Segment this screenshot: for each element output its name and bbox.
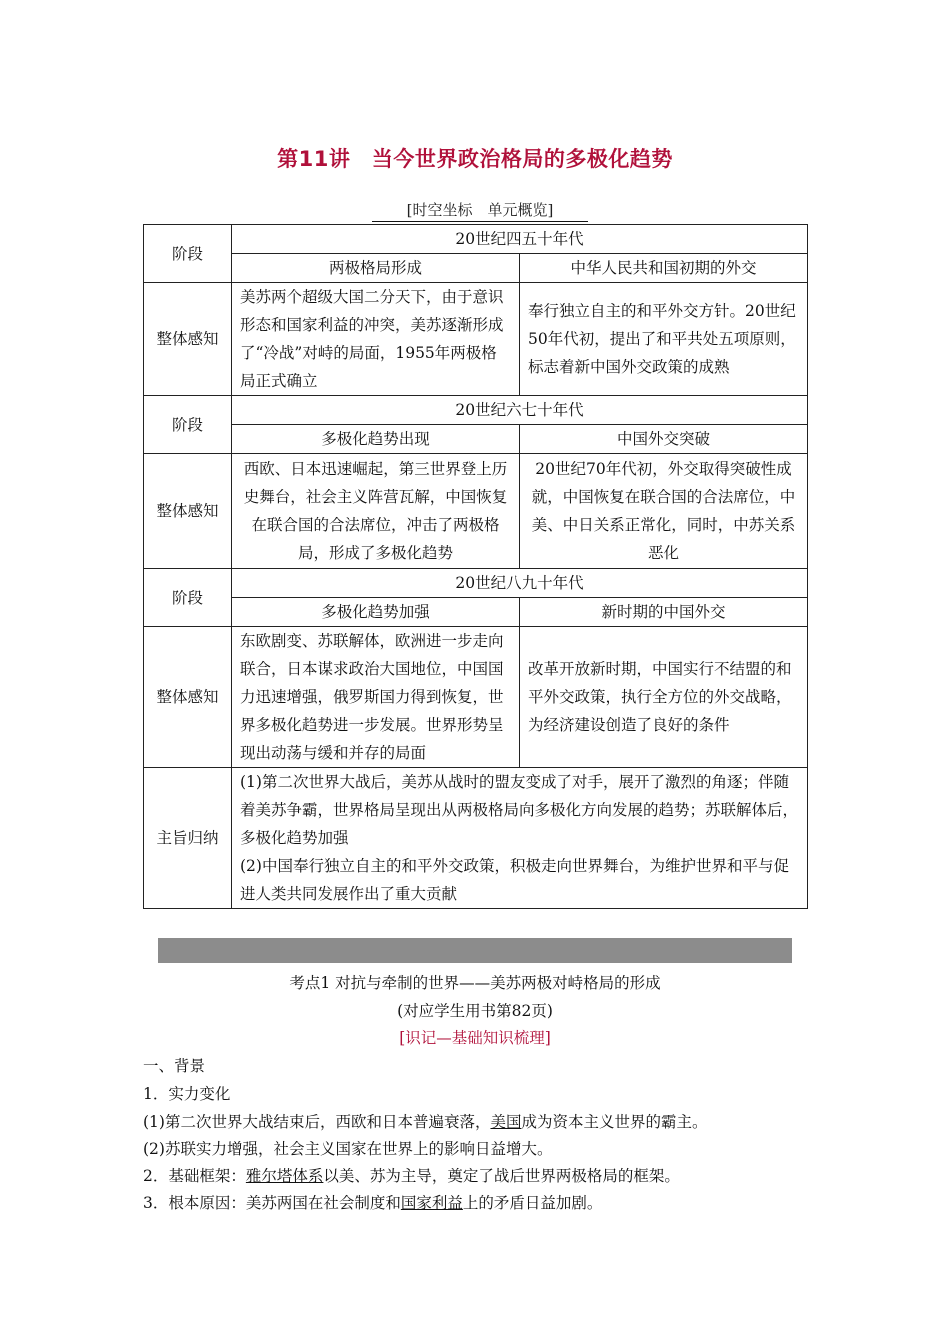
content-cell: 西欧、日本迅速崛起，第三世界登上历史舞台，社会主义阵营瓦解，中国恢复在联合国的合法席位，冲击了两极格局，形成了多极化趋势 xyxy=(232,454,520,569)
column-head: 新时期的中国外交 xyxy=(520,598,808,627)
stage-label: 阶段 xyxy=(144,396,232,454)
overall-label: 整体感知 xyxy=(144,454,232,569)
column-head: 多极化趋势出现 xyxy=(232,425,520,454)
kaodian-tag: [识记—基础知识梳理] xyxy=(399,1029,551,1047)
column-head: 中华人民共和国初期的外交 xyxy=(520,254,808,283)
period-cell: 20世纪八九十年代 xyxy=(232,569,808,598)
content-cell: 美苏两个超级大国二分天下，由于意识形态和国家利益的冲突，美苏逐渐形成了“冷战”对峙的局面，1955年两极格局正式确立 xyxy=(232,283,520,396)
table-row xyxy=(144,454,808,569)
period-cell: 20世纪四五十年代 xyxy=(232,225,808,254)
content-cell: 东欧剧变、苏联解体，欧洲进一步走向联合，日本谋求政治大国地位，中国国力迅速增强，俄罗斯国力得到恢复，世界多极化趋势进一步发展。世界形势呈现出动荡与缓和并存的局面 xyxy=(232,627,520,768)
content-cell: 改革开放新时期，中国实行不结盟的和平外交政策，执行全方位的外交战略，为经济建设创造了良好的条件 xyxy=(520,627,808,768)
column-head: 两极格局形成 xyxy=(232,254,520,283)
key-term: 国家利益 xyxy=(400,1194,463,1212)
table-row xyxy=(144,283,808,396)
column-head: 中国外交突破 xyxy=(520,425,808,454)
summary-point-1: (1)第二次世界大战后，美苏从战时的盟友变成了对手，展开了激烈的角逐；伴随着美苏争霸，世界格局呈现出从两极格局向多极化方向发展的趋势；苏联解体后，多极化趋势加强 xyxy=(240,773,799,847)
table-row xyxy=(144,396,808,425)
note-paragraph-1 xyxy=(143,1110,708,1132)
note-text: (1)第二次世界大战结束后，西欧和日本普遍衰落， xyxy=(143,1113,491,1131)
table-row xyxy=(144,627,808,768)
table-row xyxy=(144,225,808,254)
note-paragraph-4 xyxy=(143,1191,602,1213)
key-term: 雅尔塔体系 xyxy=(245,1167,324,1185)
note-item-1: 1．实力变化 xyxy=(143,1085,231,1103)
overall-label: 整体感知 xyxy=(144,627,232,768)
note-text: 3．根本原因：美苏两国在社会制度和 xyxy=(143,1194,401,1212)
table-row xyxy=(144,598,808,627)
stage-label: 阶段 xyxy=(144,569,232,627)
content-cell: 20世纪70年代初，外交取得突破性成就，中国恢复在联合国的合法席位，中美、中日关系正常化，同时，中苏关系恶化 xyxy=(520,454,808,569)
note-paragraph-2: (2)苏联实力增强，社会主义国家在世界上的影响日益增大。 xyxy=(143,1140,553,1158)
key-term: 美国 xyxy=(490,1113,522,1131)
note-text: 以美、苏为主导，奠定了战后世界两极格局的框架。 xyxy=(323,1167,680,1185)
table-row xyxy=(144,254,808,283)
overall-label: 整体感知 xyxy=(144,283,232,396)
kaodian-reference: (对应学生用书第82页) xyxy=(397,1002,553,1020)
page-title: 第11讲 当今世界政治格局的多极化趋势 xyxy=(277,147,673,171)
note-text: 2．基础框架： xyxy=(143,1167,246,1185)
overview-subhead: [时空坐标 单元概览] xyxy=(372,199,588,222)
overview-table xyxy=(143,224,808,909)
section-divider-bar xyxy=(158,938,792,963)
kaodian-title: 考点1 对抗与牵制的世界——美苏两极对峙格局的形成 xyxy=(289,974,661,992)
period-cell: 20世纪六七十年代 xyxy=(232,396,808,425)
stage-label: 阶段 xyxy=(144,225,232,283)
summary-cell xyxy=(232,768,808,909)
note-text: 成为资本主义世界的霸主。 xyxy=(521,1113,708,1131)
column-head: 多极化趋势加强 xyxy=(232,598,520,627)
section-heading: 一、背景 xyxy=(143,1057,206,1075)
table-row xyxy=(144,425,808,454)
table-row xyxy=(144,768,808,909)
note-paragraph-3 xyxy=(143,1164,680,1186)
content-cell: 奉行独立自主的和平外交方针。20世纪50年代初，提出了和平共处五项原则，标志着新中国外交政策的成熟 xyxy=(520,283,808,396)
summary-point-2: (2)中国奉行独立自主的和平外交政策，积极走向世界舞台，为维护世界和平与促进人类共同发展作出了重大贡献 xyxy=(240,857,789,903)
note-text: 上的矛盾日益加剧。 xyxy=(462,1194,603,1212)
summary-label: 主旨归纳 xyxy=(144,768,232,909)
table-row xyxy=(144,569,808,598)
